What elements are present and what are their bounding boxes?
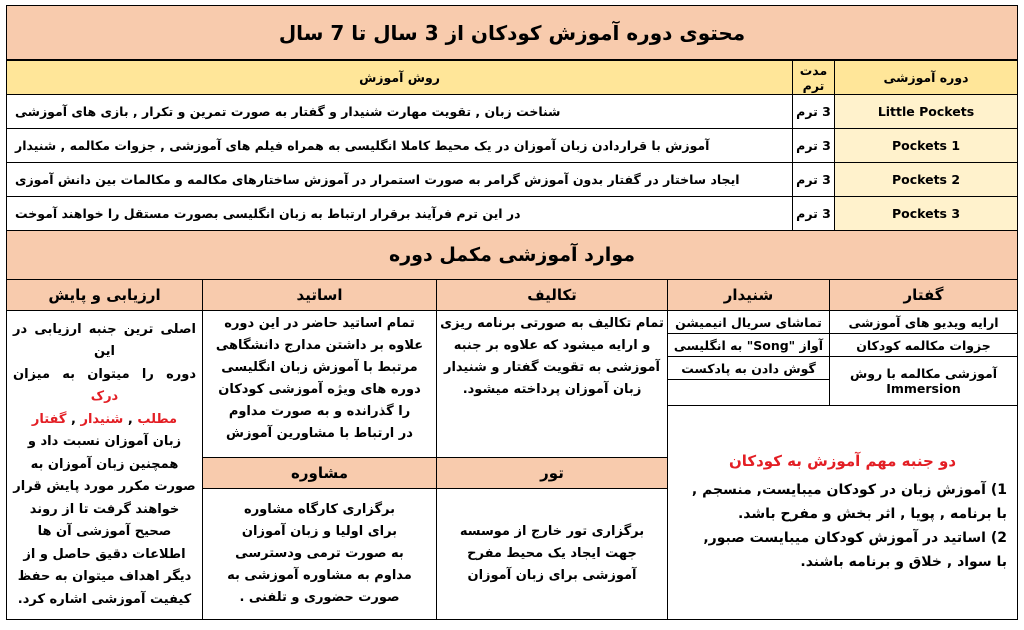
page-title: محتوی دوره آموزش کودکان از 3 سال تا 7 سال — [6, 5, 1018, 60]
course-duration: 3 ترم — [792, 128, 835, 163]
counseling-line: صورت حضوری و تلفنی . — [239, 590, 400, 605]
header-speaking: گفتار — [829, 279, 1018, 311]
teachers-line: دوره های ویژه آموزشی کودکان — [218, 382, 421, 397]
tour-line: جهت ایجاد یک محیط مفرح — [467, 546, 637, 561]
course-duration: 3 ترم — [792, 94, 835, 129]
speaking-item: جزوات مکالمه کودکان — [829, 333, 1018, 357]
evaluation-keyword: شنیدار — [80, 411, 124, 427]
course-method: شناخت زبان , تقویت مهارت شنیدار و گفتار به صورت تمرین و تکرار , بازی های آموزشی — [6, 94, 793, 129]
evaluation-paragraph — [7, 319, 202, 612]
note-box — [667, 405, 1018, 620]
evaluation-line: صحیح آموزشی آن ها — [37, 524, 172, 540]
homework-line: آموزشی به تقویت گفتار و شنیدار — [443, 360, 661, 375]
teachers-line: تمام اساتید حاضر در این دوره — [224, 316, 415, 331]
header-course: دوره آموزشی — [834, 60, 1018, 95]
header-tour: تور — [436, 457, 668, 489]
course-duration: 3 ترم — [792, 162, 835, 197]
speaking-item-line: آموزشی مکالمه با روش — [849, 366, 997, 381]
counseling-text — [202, 488, 437, 620]
counseling-line: به صورت ترمی ودسترسی — [235, 546, 404, 561]
course-name: Pockets 2 — [834, 162, 1018, 197]
listening-item: آواز "Song" به انگلیسی — [667, 333, 830, 357]
header-evaluation: ارزیابی و پایش — [6, 279, 203, 311]
homework-line: و ارایه میشود که علاوه بر جنبه — [453, 338, 651, 353]
tour-line: آموزشی برای زبان آموزان — [467, 568, 637, 583]
teachers-text — [202, 310, 437, 458]
header-teachers: اساتید — [202, 279, 437, 311]
note-line: 1) آموزش زبان در کودکان میبایست, منسجم , — [691, 481, 1007, 498]
evaluation-keyword: درک — [90, 389, 119, 405]
course-duration: 3 ترم — [792, 196, 835, 231]
header-duration: مدت ترم — [792, 60, 835, 95]
evaluation-line: اصلی ترین جنبه ارزیابی در این — [13, 321, 196, 360]
course-name: Little Pockets — [834, 94, 1018, 129]
homework-line: تمام تکالیف به صورتی برنامه ریزی — [440, 316, 664, 331]
speaking-item: ارایه ویدیو های آموزشی — [829, 310, 1018, 334]
teachers-line: مرتبط با آموزش زبان انگلیسی — [221, 360, 418, 375]
listening-item: تماشای سریال انیمیشن — [667, 310, 830, 334]
evaluation-keyword: گفتار — [31, 411, 67, 427]
course-content-sheet — [6, 5, 1018, 620]
header-counseling: مشاوره — [202, 457, 437, 489]
evaluation-line: خواهند گرفت تا از روند — [29, 501, 180, 517]
course-method: ایجاد ساختار در گفتار بدون آموزش گرامر به صورت استمرار در آموزش ساختارهای مکالمه و مکالمات بین دانش آموزی — [6, 162, 793, 197]
section-title: موارد آموزشی مکمل دوره — [6, 230, 1018, 280]
course-name: Pockets 3 — [834, 196, 1018, 231]
evaluation-separator: , — [66, 411, 81, 427]
listening-empty-cell — [667, 379, 830, 406]
evaluation-phrase: دوره را میتوان به میزان — [13, 366, 196, 382]
counseling-line: برگزاری کارگاه مشاوره — [244, 502, 395, 517]
course-method: آموزش با قراردادن زبان آموزان در یک محیط کاملا انگلیسی به همراه فیلم های آموزشی , جزوات مکالمه , شنیدار — [6, 128, 793, 163]
header-listening: شنیدار — [667, 279, 830, 311]
counseling-line: مداوم به مشاوره آموزشی به — [227, 568, 412, 583]
evaluation-line — [13, 364, 196, 409]
evaluation-separator: , — [123, 411, 138, 427]
tour-line: برگزاری تور خارج از موسسه — [459, 524, 645, 539]
note-line: 2) اساتید در آموزش کودکان میبایست صبور, — [703, 529, 1007, 546]
evaluation-line: اطلاعات دقیق حاصل و از — [23, 546, 186, 562]
note-line: با سواد , خلاق و برنامه باشند. — [800, 553, 1007, 570]
evaluation-line — [13, 409, 196, 432]
speaking-item-line: Immersion — [886, 381, 961, 396]
teachers-line: علاوه بر داشتن مدارج دانشگاهی — [215, 338, 424, 353]
note-line: با برنامه , پویا , اثر بخش و مفرح باشد. — [737, 505, 1007, 522]
speaking-item-immersion — [829, 356, 1018, 406]
homework-line: زبان آموزان پرداخته میشود. — [462, 382, 642, 397]
note-title: دو جنبه مهم آموزش به کودکان — [728, 451, 957, 470]
tour-text — [436, 488, 668, 620]
evaluation-line: زبان آموزان نسبت داد و — [27, 434, 182, 450]
evaluation-line: دیگر اهداف میتوان به حفظ — [17, 569, 192, 585]
evaluation-line: کیفیت آموزشی اشاره کرد. — [17, 591, 192, 607]
course-method: در این ترم فرآیند برقرار ارتباط به زبان انگلیسی بصورت مستقل را خواهند آموخت — [6, 196, 793, 231]
header-homework: تکالیف — [436, 279, 668, 311]
homework-text — [436, 310, 668, 458]
listening-item: گوش دادن به پادکست — [667, 356, 830, 380]
evaluation-line: همچنین زبان آموزان به — [30, 456, 179, 472]
evaluation-line: صورت مکرر مورد پایش قرار — [13, 479, 196, 495]
evaluation-text — [6, 310, 203, 620]
header-method: روش آموزش — [6, 60, 793, 95]
counseling-line: برای اولیا و زبان آموزان — [241, 524, 398, 539]
teachers-line: در ارتباط با مشاورین آموزش — [226, 426, 413, 441]
teachers-line: را گذرانده و به صورت مداوم — [228, 404, 411, 419]
evaluation-keyword: مطلب — [137, 411, 178, 427]
course-name: Pockets 1 — [834, 128, 1018, 163]
